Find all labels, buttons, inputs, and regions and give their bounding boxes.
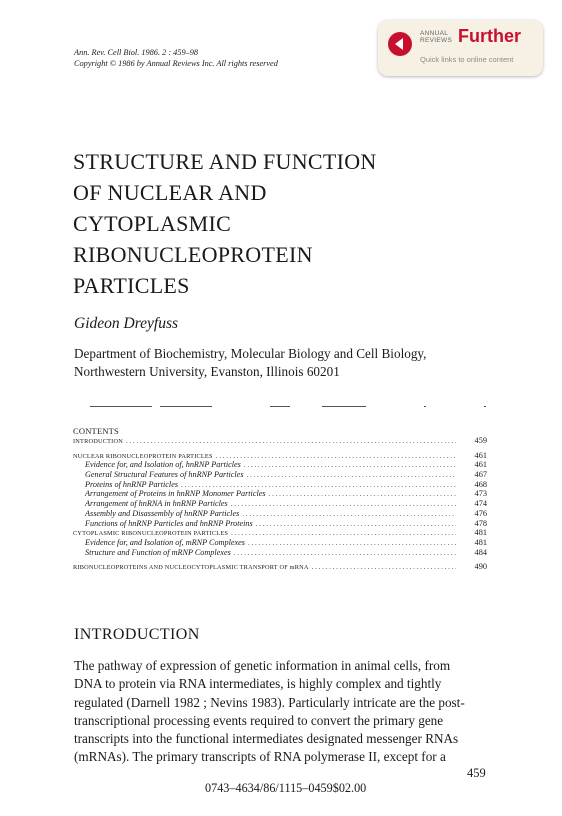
affiliation-line: Northwestern University, Evanston, Illinois 60201 bbox=[74, 364, 340, 379]
journal-citation bbox=[74, 47, 278, 69]
toc-page: 490 bbox=[474, 562, 487, 572]
body-line: The pathway of expression of genetic information in animal cells, from bbox=[74, 658, 451, 673]
toc-page: 468 bbox=[474, 479, 487, 489]
toc-label: General Structural Features of hnRNP Particles bbox=[85, 470, 244, 480]
toc-leader bbox=[234, 549, 456, 559]
affiliation bbox=[74, 345, 426, 381]
toc-leader bbox=[312, 563, 456, 573]
divider-fragment bbox=[322, 406, 366, 407]
quick-links-label: Quick links to online content bbox=[420, 55, 514, 64]
toc-label: Evidence for, and Isolation of, hnRNP Particles bbox=[85, 460, 241, 470]
toc-leader bbox=[242, 510, 456, 520]
divider-fragment bbox=[90, 406, 152, 407]
annual-reviews-wordmark bbox=[420, 30, 452, 44]
toc-label: Proteins of hnRNP Particles bbox=[85, 479, 179, 489]
toc-page: 461 bbox=[474, 450, 487, 460]
page-number: 459 bbox=[467, 766, 486, 780]
toc-entry[interactable] bbox=[73, 436, 487, 446]
body-line: regulated (Darnell 1982 ; Nevins 1983). Particularly intricate are the post- bbox=[74, 694, 465, 710]
body-line: transcriptional processing events required to convert the primary gene bbox=[74, 712, 444, 728]
title-line: STRUCTURE AND FUNCTION bbox=[73, 149, 377, 174]
toc-leader bbox=[231, 529, 456, 539]
toc-leader bbox=[269, 490, 456, 500]
table-of-contents bbox=[73, 426, 487, 572]
toc-label: RIBONUCLEOPROTEINS AND NUCLEOCYTOPLASMIC TRANSPORT OF mRNA bbox=[73, 564, 309, 572]
toc-entry[interactable] bbox=[73, 509, 487, 519]
toc-leader bbox=[248, 539, 456, 549]
toc-leader bbox=[126, 437, 456, 447]
toc-leader bbox=[256, 520, 456, 530]
toc-page: 467 bbox=[474, 470, 487, 480]
further-label: Further bbox=[458, 26, 521, 46]
toc-leader bbox=[231, 500, 456, 510]
toc-page: 476 bbox=[474, 508, 487, 518]
toc-leader bbox=[247, 471, 456, 481]
section-heading: INTRODUCTION bbox=[74, 626, 200, 643]
journal-reference: Ann. Rev. Cell Biol. 1986. 2 : 459–98 bbox=[74, 48, 199, 57]
toc-entry[interactable] bbox=[73, 489, 487, 499]
toc-leader bbox=[244, 461, 456, 471]
divider-fragment bbox=[160, 406, 212, 407]
toc-label: NUCLEAR RIBONUCLEOPROTEIN PARTICLES bbox=[73, 452, 213, 460]
toc-label: Structure and Function of mRNP Complexes bbox=[85, 547, 231, 557]
toc-page: 484 bbox=[474, 547, 487, 557]
toc-label: INTRODUCTION bbox=[73, 438, 123, 445]
annual-label: ANNUAL bbox=[420, 30, 449, 37]
toc-page: 478 bbox=[474, 518, 487, 528]
title-line: OF NUCLEAR AND bbox=[73, 180, 267, 205]
toc-entry[interactable] bbox=[73, 538, 487, 548]
body-line: (mRNAs). The primary transcripts of RNA polymerase II, except for a bbox=[74, 749, 446, 765]
affiliation-line: Department of Biochemistry, Molecular Biology and Cell Biology, bbox=[74, 346, 427, 361]
article-title bbox=[73, 146, 377, 301]
toc-entry[interactable] bbox=[73, 499, 487, 509]
toc-leader bbox=[216, 452, 456, 462]
divider-fragment bbox=[270, 406, 290, 407]
toc-entry[interactable] bbox=[73, 528, 487, 538]
title-line: RIBONUCLEOPROTEIN bbox=[73, 242, 313, 267]
toc-entry[interactable] bbox=[73, 451, 487, 461]
toc-entry[interactable] bbox=[73, 480, 487, 490]
toc-entry[interactable] bbox=[73, 460, 487, 470]
toc-page: 481 bbox=[474, 528, 487, 538]
divider-fragment bbox=[424, 406, 426, 407]
introduction-text bbox=[74, 657, 488, 767]
toc-label: Assembly and Disassembly of hnRNP Particles bbox=[85, 508, 240, 518]
toc-page: 474 bbox=[474, 499, 487, 509]
divider-fragment bbox=[484, 406, 486, 407]
body-line: DNA to protein via RNA intermediates, is highly complex and tightly bbox=[74, 676, 442, 692]
toc-page: 473 bbox=[474, 489, 487, 499]
title-line: PARTICLES bbox=[73, 273, 190, 298]
toc-label: Functions of hnRNP Particles and hnRNP Proteins bbox=[85, 518, 253, 528]
toc-label: Evidence for, and Isolation of, mRNP Complexes bbox=[85, 537, 245, 547]
toc-page: 459 bbox=[474, 436, 487, 445]
toc-label: Arrangement of Proteins in hnRNP Monomer Particles bbox=[85, 489, 266, 499]
toc-label: Arrangement of hnRNA in hnRNP Particles bbox=[85, 499, 228, 509]
article-code: 0743–4634/86/1115–0459$02.00 bbox=[205, 781, 367, 795]
toc-label: CYTOPLASMIC RIBONUCLEOPROTEIN PARTICLES bbox=[73, 530, 229, 538]
toc-entry[interactable] bbox=[73, 470, 487, 480]
annual-reviews-logo-icon bbox=[388, 32, 412, 56]
toc-page: 481 bbox=[474, 537, 487, 547]
copyright-line: Copyright © 1986 by Annual Reviews Inc. All rights reserved bbox=[74, 59, 278, 68]
toc-entry[interactable] bbox=[73, 562, 487, 572]
body-line: transcripts into the functional intermediates designated messenger RNAs bbox=[74, 731, 459, 747]
toc-page: 461 bbox=[474, 460, 487, 470]
contents-heading: CONTENTS bbox=[73, 426, 119, 436]
title-line: CYTOPLASMIC bbox=[73, 211, 232, 236]
reviews-label: REVIEWS bbox=[420, 37, 453, 44]
toc-entry[interactable] bbox=[73, 519, 487, 529]
further-badge[interactable] bbox=[378, 20, 543, 76]
toc-entry[interactable] bbox=[73, 548, 487, 558]
author-name: Gideon Dreyfuss bbox=[74, 315, 179, 332]
